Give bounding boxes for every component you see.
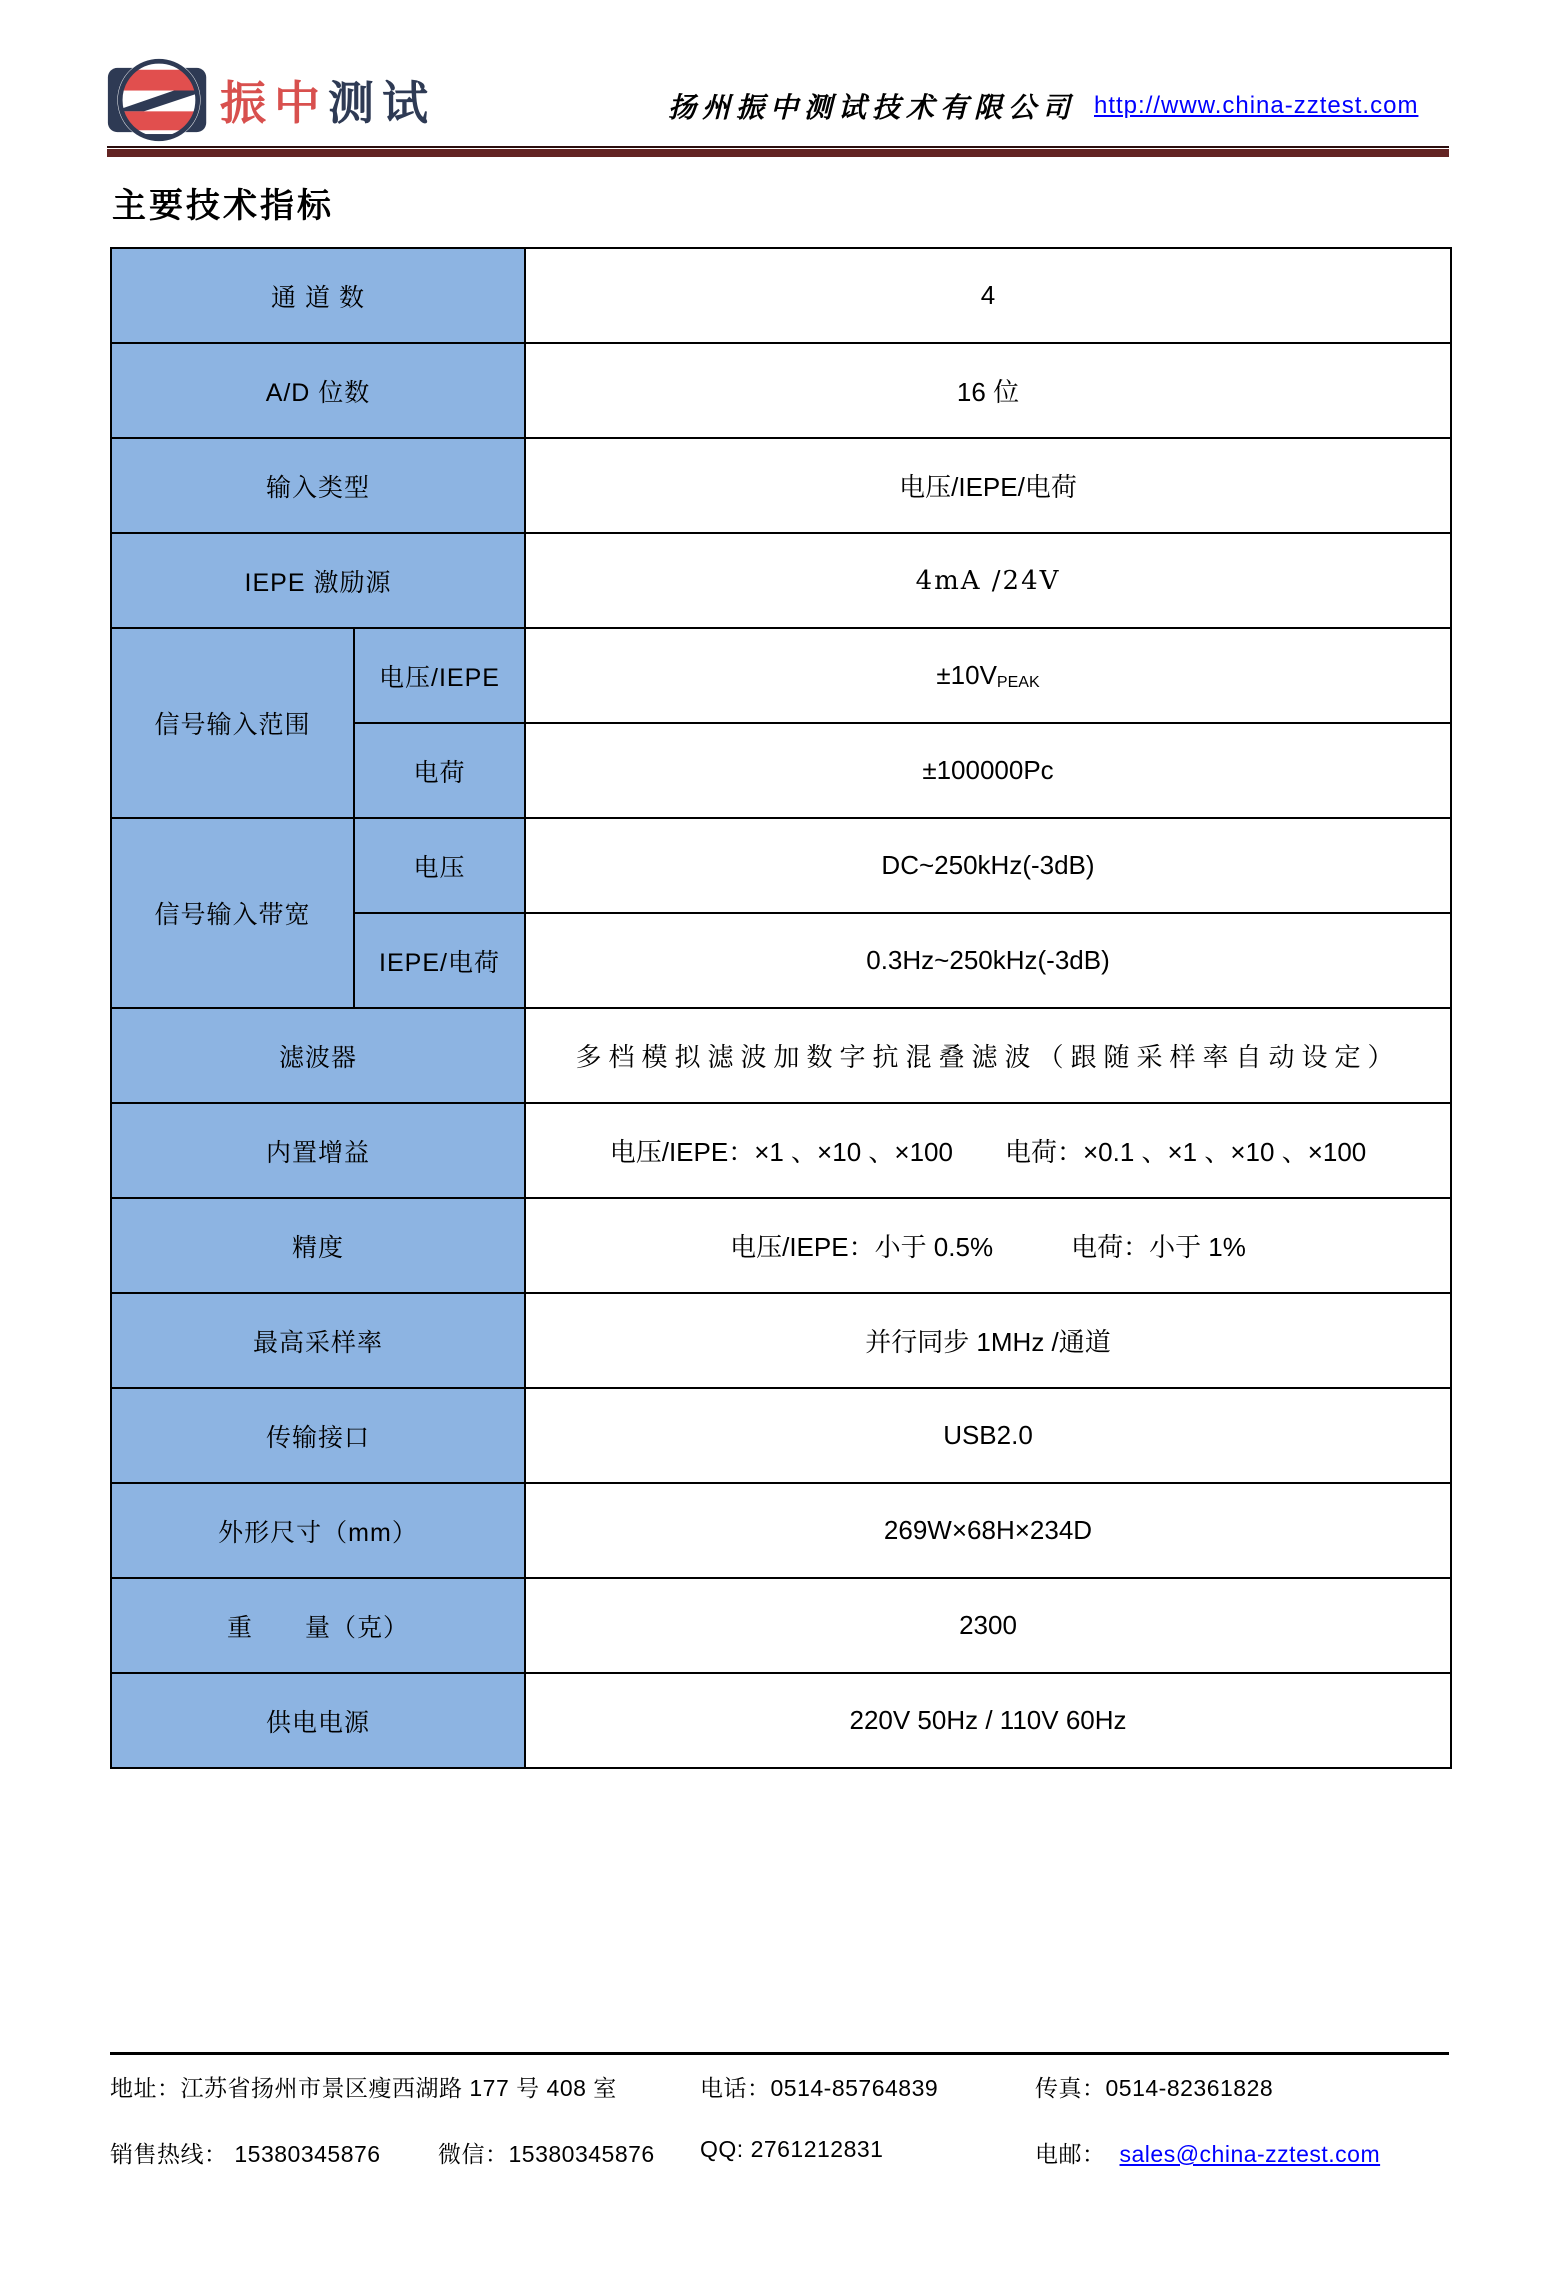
spec-value-accuracy: 电压/IEPE：小于 0.5% 电荷：小于 1% (525, 1198, 1451, 1293)
spec-label-interface: 传输接口 (111, 1388, 525, 1483)
spec-value-power: 220V 50Hz / 110V 60Hz (525, 1673, 1451, 1768)
spec-value-channels: 4 (525, 248, 1451, 343)
value-main: ±10V (936, 660, 997, 690)
table-row-iepe-source (111, 533, 1451, 628)
footer-fax-label: 传真： (1035, 2075, 1106, 2101)
footer-telephone (700, 2070, 938, 2103)
spec-sublabel-voltage: 电压 (354, 818, 525, 913)
spec-sublabel-voltage-iepe: 电压/IEPE (354, 628, 525, 723)
footer-email-label: 电邮： (1035, 2141, 1106, 2167)
footer-wechat (438, 2136, 655, 2169)
header-divider (107, 146, 1449, 157)
table-row-dimensions (111, 1483, 1451, 1578)
table-row-filter (111, 1008, 1451, 1103)
footer-qq-value: 2761212831 (750, 2136, 884, 2162)
spec-label-filter: 滤波器 (111, 1008, 525, 1103)
spec-sublabel-charge: 电荷 (354, 723, 525, 818)
spec-group-label-input-range: 信号输入范围 (111, 628, 354, 818)
footer-hotline-value: 15380345876 (234, 2141, 381, 2167)
spec-value-gain: 电压/IEPE：×1 、×10 、×100 电荷：×0.1 、×1 、×10 、×100 (525, 1103, 1451, 1198)
header-divider-thin-line (107, 146, 1449, 148)
spec-value-input-range-charge: ±100000Pc (525, 723, 1451, 818)
page-title: 主要技术指标 (112, 186, 334, 226)
footer-hotline-label: 销售热线： (110, 2141, 228, 2167)
footer-address-value: 江苏省扬州市景区瘦西湖路 177 号 408 室 (180, 2075, 617, 2101)
footer-address (110, 2070, 617, 2103)
spec-label-gain: 内置增益 (111, 1103, 525, 1198)
footer-hotline (110, 2136, 381, 2169)
spec-sublabel-iepe-charge: IEPE/电荷 (354, 913, 525, 1008)
spec-value-bandwidth-voltage: DC~250kHz(-3dB) (525, 818, 1451, 913)
spec-table (110, 247, 1452, 1769)
company-logo (106, 52, 436, 148)
spec-label-dimensions: 外形尺寸（mm） (111, 1483, 525, 1578)
spec-value-ad-bits: 16 位 (525, 343, 1451, 438)
spec-value-weight: 2300 (525, 1578, 1451, 1673)
spec-label-iepe-source: IEPE 激励源 (111, 533, 525, 628)
table-row-bandwidth-voltage (111, 818, 1451, 913)
spec-value-input-type: 电压/IEPE/电荷 (525, 438, 1451, 533)
table-row-accuracy (111, 1198, 1451, 1293)
spec-group-label-bandwidth: 信号输入带宽 (111, 818, 354, 1008)
footer-telephone-value: 0514-85764839 (770, 2075, 939, 2101)
table-row-gain (111, 1103, 1451, 1198)
value-subscript: PEAK (996, 674, 1040, 691)
spec-label-ad-bits: A/D 位数 (111, 343, 525, 438)
table-row-weight (111, 1578, 1451, 1673)
logo-text (220, 67, 436, 133)
table-row-ad-bits (111, 343, 1451, 438)
footer-qq-label: QQ: (700, 2136, 744, 2162)
footer-divider (110, 2052, 1449, 2055)
logo-text-dark: 测试 (328, 76, 436, 130)
footer-qq (700, 2136, 883, 2163)
spec-value-interface: USB2.0 (525, 1388, 1451, 1483)
footer-telephone-label: 电话： (700, 2075, 771, 2101)
table-row-input-range-voltage (111, 628, 1451, 723)
spec-value-dimensions: 269W×68H×234D (525, 1483, 1451, 1578)
table-row-interface (111, 1388, 1451, 1483)
footer-email (1035, 2136, 1380, 2169)
website-link[interactable]: http://www.china-zztest.com (1094, 92, 1419, 119)
spec-label-channels: 通 道 数 (111, 248, 525, 343)
spec-value-iepe-source: 4mA /24V (525, 533, 1451, 628)
logo-text-red: 振中 (220, 76, 328, 130)
spec-value-sample-rate: 并行同步 1MHz /通道 (525, 1293, 1451, 1388)
email-link[interactable]: sales@china-zztest.com (1119, 2141, 1381, 2167)
table-row-channels (111, 248, 1451, 343)
spec-value-input-range-voltage (525, 628, 1451, 723)
footer-fax (1035, 2070, 1273, 2103)
spec-label-power: 供电电源 (111, 1673, 525, 1768)
header-divider-thick-line (107, 149, 1449, 157)
footer-fax-value: 0514-82361828 (1105, 2075, 1274, 2101)
logo-badge-icon (106, 52, 210, 148)
table-row-power (111, 1673, 1451, 1768)
spec-label-sample-rate: 最高采样率 (111, 1293, 525, 1388)
footer-address-label: 地址： (110, 2075, 181, 2101)
company-name: 扬州振中测试技术有限公司 (668, 91, 1077, 124)
footer-wechat-value: 15380345876 (508, 2141, 655, 2167)
spec-value-bandwidth-iepe-charge: 0.3Hz~250kHz(-3dB) (525, 913, 1451, 1008)
footer-wechat-label: 微信： (438, 2141, 509, 2167)
spec-value-filter: 多档模拟滤波加数字抗混叠滤波（跟随采样率自动设定） (525, 1008, 1451, 1103)
table-row-input-type (111, 438, 1451, 533)
spec-label-weight: 重 量（克） (111, 1578, 525, 1673)
table-row-sample-rate (111, 1293, 1451, 1388)
spec-label-input-type: 输入类型 (111, 438, 525, 533)
spec-label-accuracy: 精度 (111, 1198, 525, 1293)
